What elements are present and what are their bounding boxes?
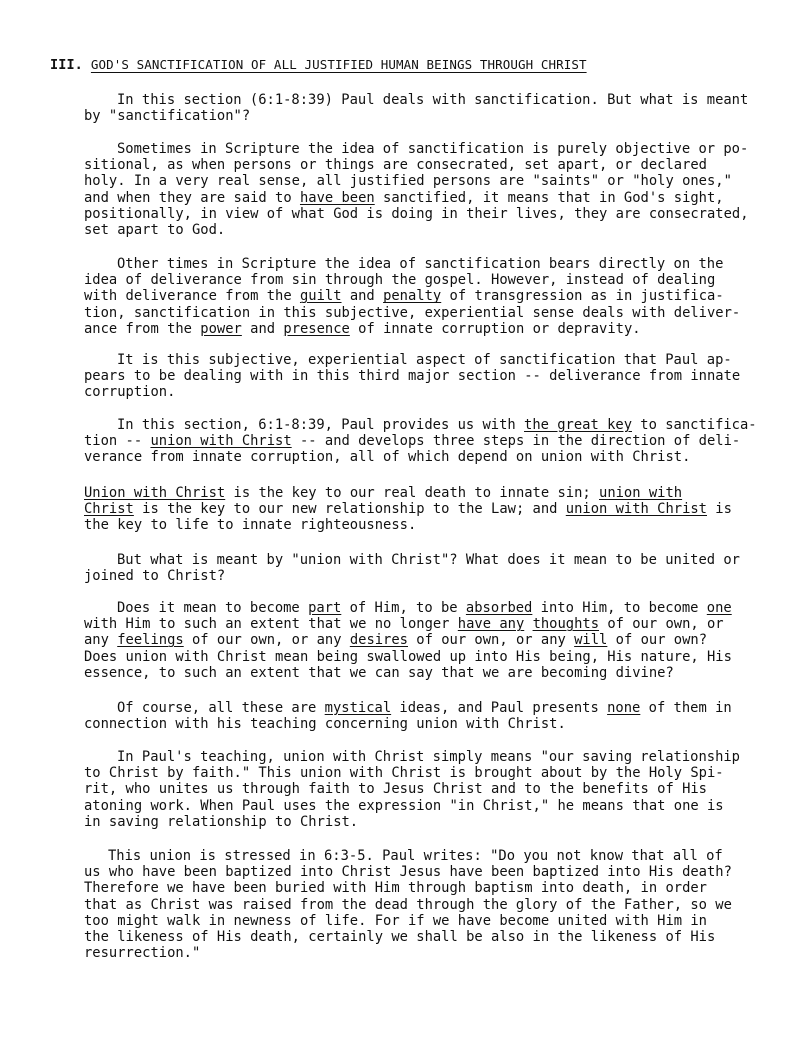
text-line — [84, 749, 754, 765]
text-line — [84, 665, 754, 681]
text-run: positionally, in view of what God is doing in their lives, they are consecrated, — [84, 205, 749, 222]
paragraph — [84, 600, 754, 681]
underlined-text: have been — [299, 189, 375, 206]
text-line — [84, 897, 754, 913]
text-run: corruption. — [84, 384, 176, 401]
underlined-text: feelings — [117, 632, 184, 649]
text-line — [84, 141, 754, 157]
text-line — [84, 305, 754, 321]
underlined-text: none — [607, 700, 641, 716]
underlined-text: guilt — [299, 288, 342, 305]
text-line — [84, 798, 754, 814]
text-run: to sanctifica- — [632, 417, 757, 433]
text-run: verance from innate corruption, all of which depend on union with Christ. — [84, 449, 691, 466]
text-run: the key to life to innate righteousness. — [84, 517, 417, 534]
text-run: atoning work. When Paul uses the expression "in Christ," he means that one is — [84, 797, 724, 814]
underlined-text: Christ — [84, 501, 134, 518]
text-line — [84, 781, 754, 797]
text-run: to Christ by faith." This union with Christ is brought about by the Holy Spi- — [84, 765, 724, 782]
text-run: of our own, or any — [183, 632, 350, 649]
text-line — [84, 700, 754, 716]
text-run: This union is stressed in 6:3-5. Paul writes: "Do you not know that all of — [108, 848, 723, 864]
section-title: GOD'S SANCTIFICATION OF ALL JUSTIFIED HUMAN BEINGS THROUGH CHRIST — [90, 57, 587, 72]
text-run: in saving relationship to Christ. — [84, 813, 359, 830]
text-run: But what is meant by "union with Christ"? What does it mean to be united or — [117, 552, 740, 568]
text-run: and — [341, 288, 384, 305]
text-run: set apart to God. — [84, 222, 226, 239]
underlined-text: part — [308, 600, 342, 616]
text-line — [84, 256, 754, 272]
text-run: of our own, or — [599, 616, 724, 633]
text-run: Other times in Scripture the idea of sanctification bears directly on the — [117, 256, 724, 272]
text-line — [84, 206, 754, 222]
text-line — [84, 368, 754, 384]
text-run: of our own? — [607, 632, 708, 649]
underlined-text: mystical — [324, 700, 392, 716]
underlined-text: have any — [457, 616, 525, 633]
text-run: of Him, to be — [341, 600, 466, 616]
text-run: with Him to such an extent that we no longer — [84, 616, 458, 633]
text-run: In Paul's teaching, union with Christ simply means "our saving relationship — [117, 749, 740, 765]
text-run: of transgression as in justifica- — [441, 288, 724, 305]
underlined-text: presence — [283, 320, 350, 337]
text-line — [84, 814, 754, 830]
underlined-text: desires — [349, 632, 408, 649]
underlined-text: union with Christ — [565, 501, 707, 518]
text-run: tion -- — [84, 433, 151, 450]
text-run: Therefore we have been buried with Him through baptism into death, in order — [84, 880, 707, 897]
underlined-text: thoughts — [532, 616, 600, 633]
section-heading — [50, 57, 587, 73]
text-line — [84, 765, 754, 781]
text-run: rit, who unites us through faith to Jesus Christ and to the benefits of His — [84, 781, 707, 798]
text-run: any — [84, 632, 118, 649]
text-run: into Him, to become — [532, 600, 707, 616]
text-run: In this section, 6:1-8:39, Paul provides us with — [117, 417, 525, 433]
text-run: is the key to our new relationship to the Law; and — [133, 501, 566, 518]
text-run: by "sanctification"? — [84, 108, 251, 125]
text-run: is — [707, 501, 732, 518]
text-line — [84, 352, 754, 368]
text-run: pears to be dealing with in this third major section -- deliverance from innate — [84, 368, 741, 385]
text-line — [84, 417, 757, 433]
text-run: idea of deliverance from sin through the gospel. However, instead of dealing — [84, 272, 716, 289]
text-run: that as Christ was raised from the dead through the glory of the Father, so we — [84, 896, 732, 913]
text-run: us who have been baptized into Christ Jesus have been baptized into His death? — [84, 864, 732, 881]
text-line — [84, 880, 754, 896]
text-line — [84, 173, 754, 189]
text-run: joined to Christ? — [84, 568, 226, 585]
text-line — [84, 157, 754, 173]
text-line — [84, 864, 754, 880]
text-line — [84, 913, 754, 929]
text-line — [84, 616, 754, 632]
text-line — [84, 485, 754, 501]
text-line — [84, 501, 754, 517]
paragraph — [84, 485, 754, 534]
text-line — [84, 384, 754, 400]
text-run: connection with his teaching concerning union with Christ. — [84, 716, 566, 733]
paragraph — [84, 848, 754, 961]
paragraph — [84, 141, 754, 238]
text-line — [84, 632, 754, 648]
text-line — [84, 108, 754, 124]
paragraph — [84, 256, 754, 337]
text-run: -- and develops three steps in the direction of deli- — [291, 433, 741, 450]
paragraph — [84, 417, 757, 466]
text-line — [84, 288, 754, 304]
text-line — [84, 517, 754, 533]
paragraph — [84, 352, 754, 401]
text-line — [84, 600, 754, 616]
text-run: In this section (6:1-8:39) Paul deals with sanctification. But what is meant — [117, 92, 749, 108]
text-run: the likeness of His death, certainly we shall be also in the likeness of His — [84, 929, 716, 946]
text-run — [524, 616, 532, 632]
text-run: essence, to such an extent that we can say that we are becoming divine? — [84, 664, 674, 681]
text-run: too might walk in newness of life. For if we have become united with Him in — [84, 912, 707, 929]
paragraph — [84, 700, 754, 732]
text-run: It is this subjective, experiential aspect of sanctification that Paul ap- — [117, 352, 732, 368]
text-line — [84, 272, 754, 288]
underlined-text: union with — [599, 485, 683, 501]
text-run: ance from the — [84, 320, 201, 337]
text-run: resurrection." — [84, 945, 201, 962]
underlined-text: absorbed — [465, 600, 533, 616]
text-run: ideas, and Paul presents — [391, 700, 608, 716]
text-run: and — [241, 320, 284, 337]
text-run: of our own, or any — [407, 632, 575, 649]
text-line — [84, 92, 754, 108]
underlined-text: will — [574, 632, 608, 649]
text-run: sanctified, it means that in God's sight, — [374, 189, 724, 206]
paragraph — [84, 92, 754, 124]
paragraph — [84, 749, 754, 830]
text-line — [84, 716, 754, 732]
text-run: Of course, all these are — [117, 700, 325, 716]
section-number: III. — [50, 57, 83, 73]
text-line — [84, 190, 754, 206]
text-run: with deliverance from the — [84, 288, 300, 305]
underlined-text: penalty — [383, 288, 442, 305]
text-run: holy. In a very real sense, all justified persons are "saints" or "holy ones," — [84, 173, 732, 190]
underlined-text: power — [200, 320, 242, 337]
underlined-text: Union with Christ — [84, 485, 226, 501]
text-line — [84, 321, 754, 337]
text-line — [84, 945, 754, 961]
text-run: Sometimes in Scripture the idea of sanctification is purely objective or po- — [117, 141, 749, 157]
underlined-text: one — [706, 600, 732, 616]
underlined-text: union with Christ — [150, 433, 292, 450]
text-run: and when they are said to — [84, 189, 300, 206]
text-line — [84, 449, 754, 465]
text-run: of innate corruption or depravity. — [349, 320, 641, 337]
text-line — [84, 848, 754, 864]
text-run: Does union with Christ mean being swallowed up into His being, His nature, His — [84, 648, 732, 665]
underlined-text: the great key — [524, 417, 632, 433]
text-line — [84, 433, 754, 449]
text-line — [84, 568, 754, 584]
text-run: sitional, as when persons or things are consecrated, set apart, or declared — [84, 157, 707, 174]
text-run: of them in — [640, 700, 732, 716]
text-run: tion, sanctification in this subjective, experiential sense deals with deliver- — [84, 304, 741, 321]
text-run: is the key to our real death to innate sin; — [225, 485, 600, 501]
paragraph — [84, 552, 754, 584]
text-run: Does it mean to become — [117, 600, 309, 616]
text-line — [84, 929, 754, 945]
text-line — [84, 222, 754, 238]
text-line — [84, 649, 754, 665]
text-line — [84, 552, 754, 568]
